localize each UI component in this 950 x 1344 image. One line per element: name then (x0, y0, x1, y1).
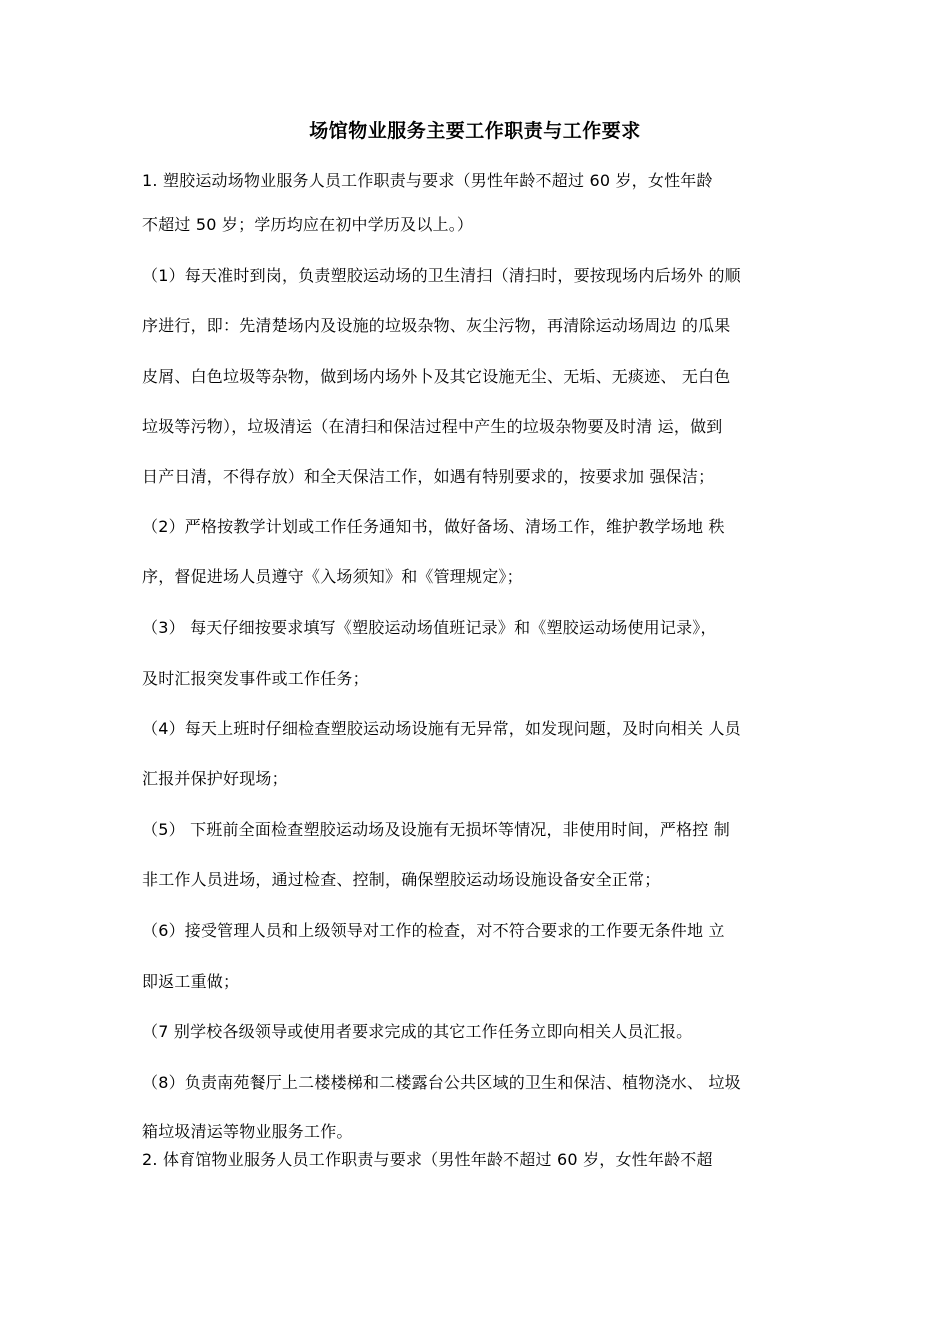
item-4-line-2: 汇报并保护好现场； (142, 769, 288, 788)
item-2-line-2: 序，督促进场人员遵守《入场须知》和《管理规定》； (142, 567, 523, 586)
item-2-line-1: （2）严格按教学计划或工作任务通知书，做好备场、清场工作，维护教学场地 秩 (142, 517, 725, 536)
section-1-heading-cont: 不超过 50 岁；学历均应在初中学历及以上。） (142, 215, 474, 234)
item-1-line-2: 序进行，即：先清楚场内及设施的垃圾杂物、灰尘污物，再清除运动场周边 的瓜果 (142, 316, 731, 335)
section-2-heading: 2. 体育馆物业服务人员工作职责与要求（男性年龄不超过 60 岁，女性年龄不超 (142, 1150, 713, 1169)
item-8-line-2: 箱垃圾清运等物业服务工作。 (142, 1122, 353, 1141)
item-1-line-3: 皮屑、白色垃圾等杂物，做到场内场外卜及其它设施无尘、无垢、无痰迹、 无白色 (142, 367, 731, 386)
item-3-line-2: 及时汇报突发事件或工作任务； (142, 669, 369, 688)
item-8-line-1: （8）负责南苑餐厅上二楼楼梯和二楼露台公共区域的卫生和保洁、植物浇水、 垃圾 (142, 1073, 741, 1092)
item-3-line-1: （3） 每天仔细按要求填写《塑胶运动场值班记录》和《塑胶运动场使用记录》， (142, 618, 717, 637)
item-5-line-1: （5） 下班前全面检查塑胶运动场及设施有无损坏等情况，非使用时间，严格控 制 (142, 820, 730, 839)
item-6-line-2: 即返工重做； (142, 972, 240, 991)
item-5-line-2: 非工作人员进场，通过检查、控制，确保塑胶运动场设施设备安全正常； (142, 870, 661, 889)
item-6-line-1: （6）接受管理人员和上级领导对工作的检查，对不符合要求的工作要无条件地 立 (142, 921, 725, 940)
item-1-line-4: 垃圾等污物），垃圾清运（在清扫和保洁过程中产生的垃圾杂物要及时清 运，做到 (142, 417, 723, 436)
item-4-line-1: （4）每天上班时仔细检查塑胶运动场设施有无异常，如发现问题，及时向相关 人员 (142, 719, 741, 738)
item-1-line-1: （1）每天准时到岗，负责塑胶运动场的卫生清扫（清扫时，要按现场内后场外 的顺 (142, 266, 741, 285)
document-title: 场馆物业服务主要工作职责与工作要求 (309, 120, 641, 142)
item-7-line-1: （7 别学校各级领导或使用者要求完成的其它工作任务立即向相关人员汇报。 (142, 1022, 693, 1041)
item-1-line-5: 日产日清，不得存放）和全天保洁工作，如遇有特别要求的，按要求加 强保洁； (142, 467, 715, 486)
section-1-heading: 1. 塑胶运动场物业服务人员工作职责与要求（男性年龄不超过 60 岁，女性年龄 (142, 171, 713, 190)
